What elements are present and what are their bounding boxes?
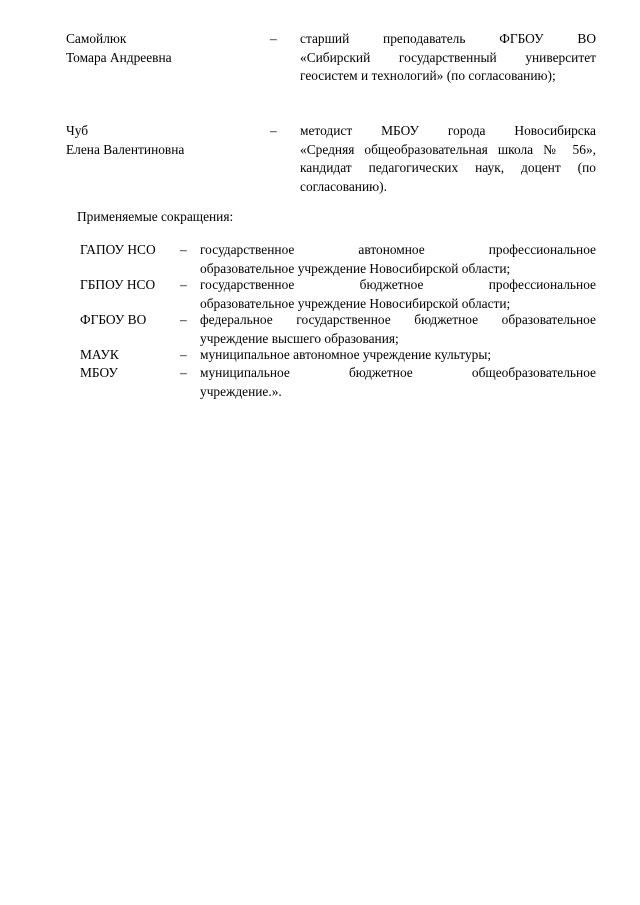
abbreviation-expansion-line: муниципальное автономное учреждение культуры;: [200, 347, 492, 362]
abbreviation-dash: –: [180, 365, 187, 380]
abbreviation-expansion: [200, 311, 596, 348]
abbreviation-code: МБОУ: [80, 365, 118, 380]
member-position-line: «Средняя общеобразовательная школа № 56»,: [300, 141, 596, 157]
abbreviation-expansion-line: муниципальное бюджетное общеобразовательное: [200, 365, 596, 380]
member-name: [66, 122, 266, 159]
abbreviation-code: ГБПОУ НСО: [80, 277, 156, 292]
abbreviation-expansion: [200, 241, 596, 278]
abbreviation-code: ФГБОУ ВО: [80, 312, 147, 327]
abbreviation-dash: –: [180, 242, 187, 257]
member-position: [300, 122, 596, 196]
member-surname: Чуб: [66, 123, 89, 138]
member-given-names: Елена Валентиновна: [66, 141, 185, 157]
abbreviation-dash: –: [180, 312, 187, 327]
abbreviation-dash: –: [180, 277, 187, 292]
abbreviation-expansion-line: учреждение высшего образования;: [200, 330, 399, 346]
abbreviation-expansion-line: федеральное государственное бюджетное образовательное: [200, 312, 596, 327]
member-position-line: методист МБОУ города Новосибирска: [300, 123, 596, 138]
abbreviation-expansion-line: государственное автономное профессиональное: [200, 242, 596, 257]
member-position-line: «Сибирский государственный университет: [300, 49, 596, 65]
member-given-names: Томара Андреевна: [66, 49, 172, 65]
member-position: [300, 30, 596, 86]
member-position-line: согласованию).: [300, 178, 387, 194]
abbreviation-code: МАУК: [80, 347, 119, 362]
abbreviation-expansion-line: образовательное учреждение Новосибирской области;: [200, 295, 511, 311]
abbreviation-expansion-line: государственное бюджетное профессиональное: [200, 277, 596, 292]
abbreviation-expansion: [200, 346, 596, 365]
abbreviation-expansion-line: учреждение.».: [200, 383, 282, 399]
member-surname: Самойлюк: [66, 31, 127, 46]
abbreviation-dash: –: [180, 347, 187, 362]
member-position-line: геосистем и технологий» (по согласованию);: [300, 68, 556, 83]
member-name: [66, 30, 266, 67]
abbreviations-heading: Применяемые сокращения:: [77, 209, 234, 224]
abbreviation-expansion: [200, 276, 596, 313]
member-dash: –: [270, 31, 277, 46]
member-dash: –: [270, 123, 277, 138]
abbreviation-expansion-line: образовательное учреждение Новосибирской области;: [200, 260, 511, 276]
abbreviation-code: ГАПОУ НСО: [80, 242, 156, 257]
member-position-line: кандидат педагогических наук, доцент (по: [300, 160, 596, 175]
member-position-line: старший преподаватель ФГБОУ ВО: [300, 31, 596, 46]
abbreviation-expansion: [200, 364, 596, 401]
